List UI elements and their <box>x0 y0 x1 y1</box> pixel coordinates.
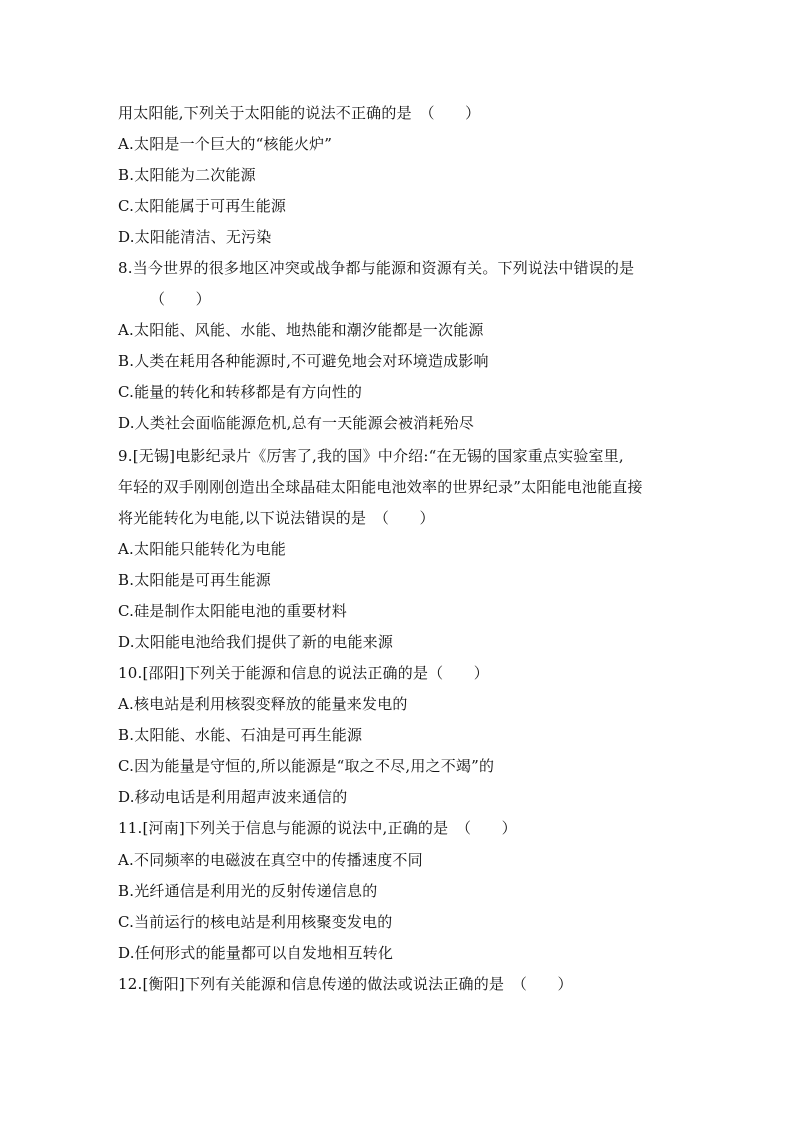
question-9-option-c: C.硅是制作太阳能电池的重要材料 <box>118 602 347 620</box>
question-7-stem-tail: 用太阳能,下列关于太阳能的说法不正确的是 （ ） <box>118 104 481 122</box>
question-11-option-b: B.光纤通信是利用光的反射传递信息的 <box>118 882 378 900</box>
question-10-option-d: D.移动电话是利用超声波来通信的 <box>118 788 348 806</box>
question-12-stem: 12.[衡阳]下列有关能源和信息传递的做法或说法正确的是 （ ） <box>118 975 573 993</box>
question-9-option-b: B.太阳能是可再生能源 <box>118 571 271 589</box>
question-9-option-a: A.太阳能只能转化为电能 <box>118 540 287 558</box>
question-8-option-b: B.人类在耗用各种能源时,不可避免地会对环境造成影响 <box>118 352 489 370</box>
question-8-option-c: C.能量的转化和转移都是有方向性的 <box>118 383 363 401</box>
question-8-option-a: A.太阳能、风能、水能、地热能和潮汐能都是一次能源 <box>118 321 484 339</box>
question-9-option-d: D.太阳能电池给我们提供了新的电能来源 <box>118 633 394 651</box>
question-11-option-c: C.当前运行的核电站是利用核聚变发电的 <box>118 913 393 931</box>
question-9-stem-line-2: 年轻的双手刚刚创造出全球晶硅太阳能电池效率的世界纪录”太阳能电池能直接 <box>118 478 643 496</box>
question-7-option-b: B.太阳能为二次能源 <box>118 166 256 184</box>
question-8-stem: 8.当今世界的很多地区冲突或战争都与能源和资源有关。下列说法中错误的是 <box>118 259 635 277</box>
question-7-option-c: C.太阳能属于可再生能源 <box>118 197 287 215</box>
question-10-option-c: C.因为能量是守恒的,所以能源是“取之不尽,用之不竭”的 <box>118 757 495 775</box>
question-9-stem-line-3: 将光能转化为电能,以下说法错误的是 （ ） <box>118 509 435 527</box>
question-8-option-d: D.人类社会面临能源危机,总有一天能源会被消耗殆尽 <box>118 414 475 432</box>
question-7-option-a: A.太阳是一个巨大的“核能火炉” <box>118 135 333 153</box>
question-11-option-a: A.不同频率的电磁波在真空中的传播速度不同 <box>118 851 423 869</box>
question-7-option-d: D.太阳能清洁、无污染 <box>118 228 272 246</box>
question-10-option-a: A.核电站是利用核裂变释放的能量来发电的 <box>118 695 408 713</box>
question-11-option-d: D.任何形式的能量都可以自发地相互转化 <box>118 944 394 962</box>
question-10-option-b: B.太阳能、水能、石油是可再生能源 <box>118 726 363 744</box>
question-11-stem: 11.[河南]下列关于信息与能源的说法中,正确的是 （ ） <box>118 819 517 837</box>
question-8-answer-blank: （ ） <box>150 290 211 308</box>
question-9-stem-line-1: 9.[无锡]电影纪录片《厉害了,我的国》中介绍:“在无锡的国家重点实验室里, <box>118 447 624 465</box>
question-10-stem: 10.[邵阳]下列关于能源和信息的说法正确的是（ ） <box>118 664 489 682</box>
